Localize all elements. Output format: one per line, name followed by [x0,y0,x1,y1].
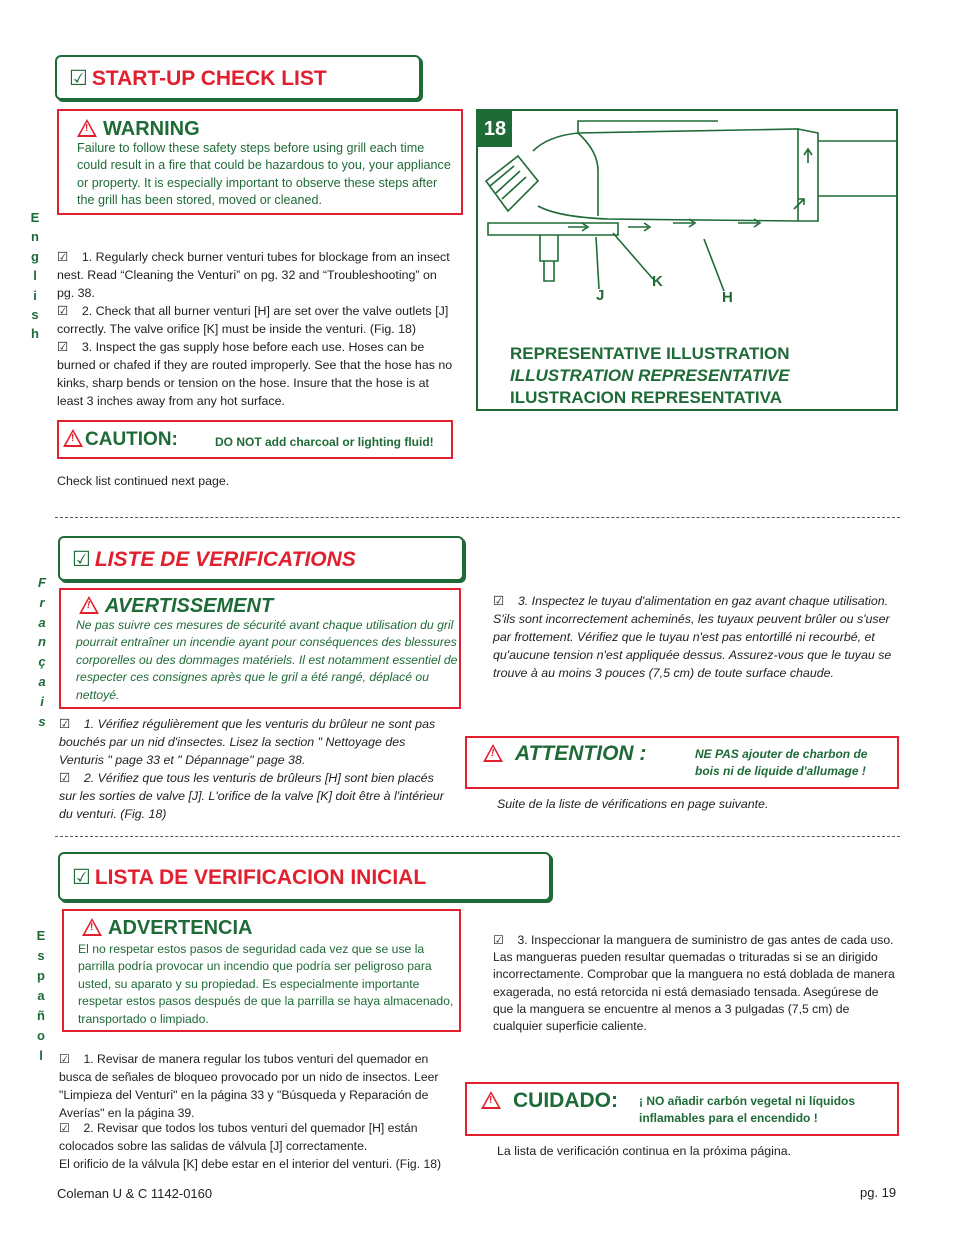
english-caution-title: CAUTION: [85,429,178,450]
spanish-step-2-note: El orificio de la válvula [K] debe estar en el interior del venturi. (Fig. 18) [59,1157,442,1171]
warning-triangle-icon [77,119,97,137]
warning-triangle-icon [483,744,503,762]
french-warning-text: Ne pas suivre ces mesures de sécurité avant chaque utilisation du gril pourrait entraîner un incendie ayant pour conséquences des blessures corporelles ou des dommages matériels. Il est notamment essentiel de respecter ces consignes après que le gril a été rangé, déplacé ou nettoyé. [76,618,458,702]
label-h: H [722,289,733,306]
english-step-3: ☑ 3. Inspect the gas supply hose before each use. Hoses can be burned or chafed if they are routed improperly. See that the hose has no kinks, sharp bends or tension on the hose. Insure that the hose is at least 3 inches away from any hot surface. [57,340,453,408]
french-caution-text: NE PAS ajouter de charbon de bois ni de liquide d'allumage ! [695,747,868,778]
spanish-continued: La lista de verificación continua en la próxima página. [497,1144,792,1158]
section-divider [55,517,900,518]
checkbox-icon: ☑ [72,866,91,889]
spanish-section-header [58,852,551,901]
french-caution-box [465,736,899,789]
venturi-illustration [478,111,896,311]
spanish-header-title: LISTA DE VERIFICACION INICIAL [94,866,427,889]
checkbox-icon: ☑ [493,933,504,947]
warning-triangle-icon [79,596,99,614]
english-step-1: ☑ 1. Regularly check burner venturi tubes for blockage from an insect nest. Read “Cleaning the Venturi” on pg. 32 and “Troubleshooting” on pg. 38. [57,250,450,300]
french-warning-box [59,588,461,709]
checkbox-icon: ☑ [72,548,91,571]
spanish-caution-text: ¡ NO añadir carbón vegetal ni líquidos inflamables para el encendido ! [639,1094,856,1125]
section-divider [55,836,900,837]
french-step-2: ☑ 2. Vérifiez que tous les venturis de brûleurs [H] sont bien placés sur les sorties de valve [J]. L'orifice de la valve [K] doit être à l'intérieur du venturi. (Fig. 18) [59,771,444,821]
figure-number-badge: 18 [478,111,512,147]
spanish-step-3: ☑ 3. Inspeccionar la manguera de suministro de gas antes de cada uso. Las mangueras pueden resultar quemadas o trituradas si se an dirigido incorrectamente. Comprobar que la manguera no está doblada de manera exagerada, no está retorcida ni está demasiado tensada. Asegúrese de que la manguera se encuentre al menos a 3 pulgadas (7,5 cm) de cualquier superficie caliente. [493,933,895,1034]
french-section-header [58,536,464,581]
english-continued: Check list continued next page. [57,474,230,488]
english-warning-box [57,109,463,215]
checkbox-icon: ☑ [69,67,88,90]
warning-triangle-icon [63,429,83,447]
figure-caption: REPRESENTATIVE ILLUSTRATION ILLUSTRATION REPRESENTATIVE ILUSTRACION REPRESENTATIVA [510,344,790,407]
french-continued: Suite de la liste de vérifications en page suivante. [497,797,769,811]
checkbox-icon: ☑ [57,304,69,318]
english-warning-text: Failure to follow these safety steps before using grill each time could result in a fire that could be hazardous to you, your appliance or property. It is especially important to observe these steps after the grill has been stored, moved or cleaned. [77,141,451,208]
english-side-label: E n g l i s h [30,210,40,342]
label-k: K [652,273,663,290]
english-warning-title: WARNING [103,118,200,140]
spanish-caution-box [465,1082,899,1136]
english-section-header [55,55,421,100]
spanish-warning-box [62,909,461,1032]
checkbox-icon: ☑ [59,771,71,785]
french-step-1: ☑ 1. Vérifiez régulièrement que les venturis du brûleur ne sont pas bouchés par un nid d'insectes. Lisez la section " Nettoyage des Venturis " page 33 et " Dépannage" page 38. [59,717,436,767]
english-step-2: ☑ 2. Check that all burner venturi [H] are set over the valve outlets [J] correctly. The valve orifice [K] must be inside the venturi. (Fig. 18) [57,304,449,336]
spanish-step-1: ☑ 1. Revisar de manera regular los tubos venturi del quemador en busca de señales de bloqueo provocado por un nido de insectos. Leer "Limpieza del Venturi" en la página 33 y "Búsqueda y Reparación de Averías" en la página 39. [59,1052,439,1120]
english-caution-text: DO NOT add charcoal or lighting fluid! [215,435,434,449]
spanish-warning-title: ADVERTENCIA [108,917,253,939]
footer-page-number: pg. 19 [860,1185,897,1200]
checkbox-icon: ☑ [59,717,71,731]
french-side-label: F r a n ç a i s [38,575,46,729]
checkbox-icon: ☑ [57,250,69,264]
spanish-caution-title: CUIDADO: [513,1089,618,1112]
spanish-side-label: E s p a ñ o l [36,928,46,1063]
french-step-3: ☑ 3. Inspectez le tuyau d'alimentation en gaz avant chaque utilisation. S'ils sont incorrectement acheminés, les tuyaux peuvent brûler ou s'user par frottement. Vérifiez que le tuyau n'est pas entortillé ni recourbé, et qu'aucune tension n'est appliquée dessus. Assurez-vous que le tuyau se trouve à au moins 3 pouces (7,5 cm) de toute surface chaude. [493,594,892,680]
spanish-warning-text: El no respetar estos pasos de seguridad cada vez que se use la parrilla podría provocar un incendio que podría ser peligroso para usted, su aparato y su propiedad. Es especialmente importante respetar estos pasos después de que la parrilla se haya almacenado, transportado o limpiado. [78,942,454,1026]
english-caution-box [57,420,453,459]
checkbox-icon: ☑ [59,1121,70,1135]
french-warning-title: AVERTISSEMENT [105,595,274,617]
label-j: J [596,287,605,304]
figure-18 [476,109,898,411]
english-header-title: START-UP CHECK LIST [91,67,327,90]
spanish-step-2: ☑ 2. Revisar que todos los tubos venturi del quemador [H] están colocados sobre las salidas de válvula [J] correctamente. El orificio de la válvula [K] debe estar en el interior del venturi. (Fig. 18) [59,1121,442,1171]
french-caution-title: ATTENTION : [515,742,647,765]
checkbox-icon: ☑ [57,340,69,354]
warning-triangle-icon [82,918,102,936]
checkbox-icon: ☑ [493,594,505,608]
warning-triangle-icon [481,1091,501,1109]
footer-document-id: Coleman U & C 1142-0160 [57,1186,213,1201]
french-header-title: LISTE DE VERIFICATIONS [94,548,356,571]
checkbox-icon: ☑ [59,1052,70,1066]
